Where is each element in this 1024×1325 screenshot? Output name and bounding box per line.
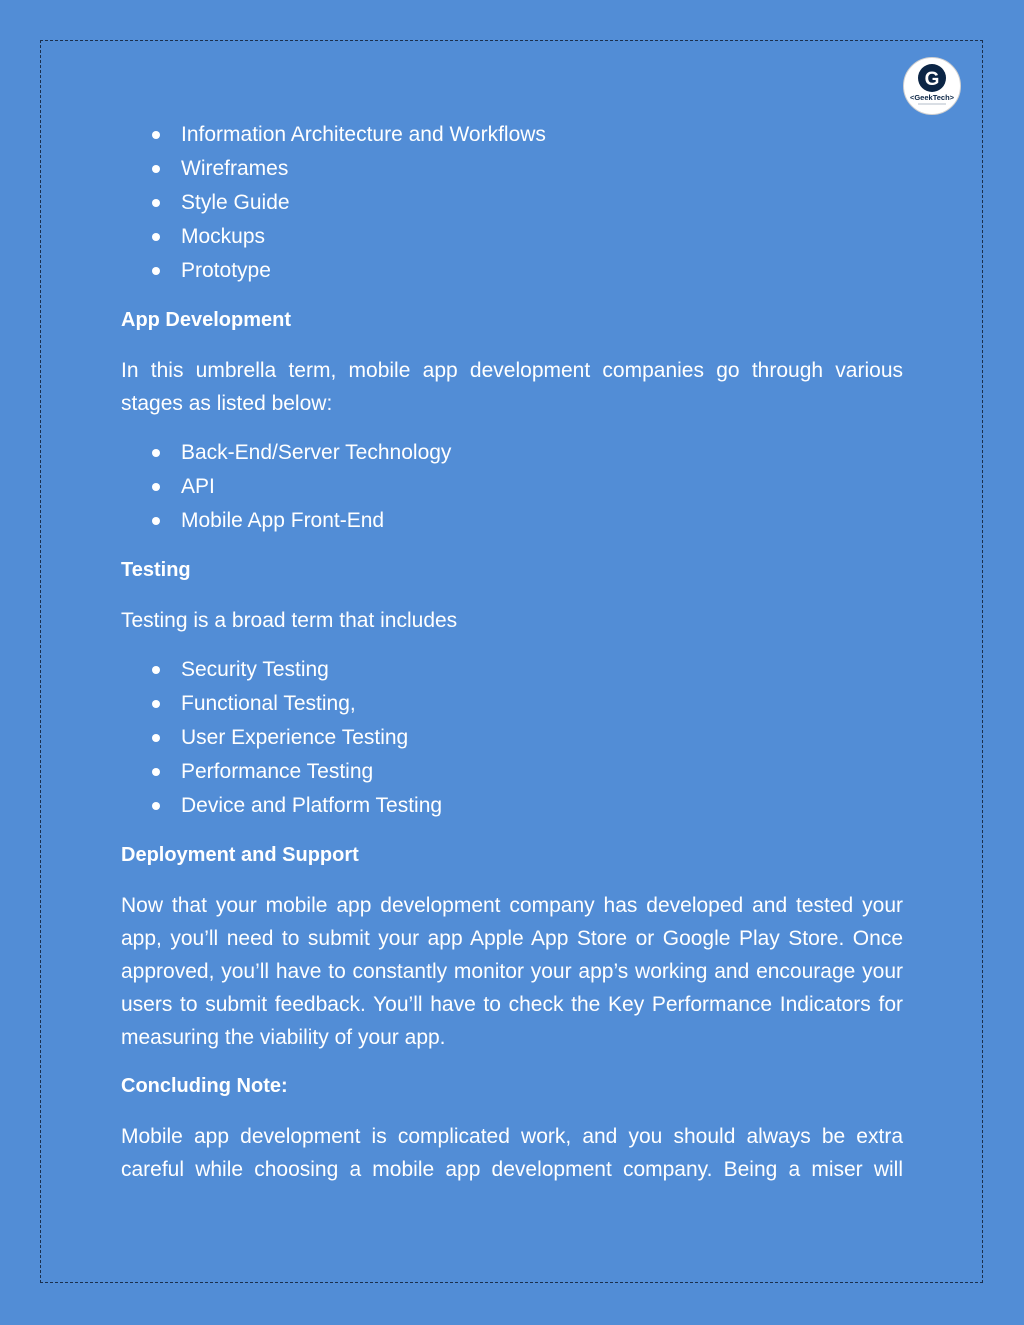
list-item: Back-End/Server Technology (181, 436, 903, 470)
geektech-logo-icon (903, 57, 961, 115)
testing-intro: Testing is a broad term that includes (121, 609, 458, 632)
list-item: Style Guide (181, 186, 903, 220)
testing-list (121, 653, 903, 823)
list-item: Functional Testing, (181, 687, 903, 721)
list-item: Prototype (181, 254, 903, 288)
document-content (121, 118, 903, 1186)
app-development-list (121, 436, 903, 538)
list-item: User Experience Testing (181, 721, 903, 755)
list-item: Device and Platform Testing (181, 789, 903, 823)
list-item: Performance Testing (181, 755, 903, 789)
list-item: Wireframes (181, 152, 903, 186)
design-list (121, 118, 903, 288)
app-development-heading: App Development (121, 309, 292, 331)
deployment-heading: Deployment and Support (121, 844, 359, 866)
list-item: Information Architecture and Workflows (181, 118, 903, 152)
list-item: API (181, 470, 903, 504)
list-item: Mobile App Front-End (181, 504, 903, 538)
app-development-intro: In this umbrella term, mobile app development companies go through various stages as listed below: (121, 359, 903, 415)
deployment-body: Now that your mobile app development company has developed and tested your app, you’ll need to submit your app Apple App Store or Google Play Store. Once approved, you’ll have to constantly monitor your app’s working and encourage your users to submit feedback. You’ll have to check the Key Performance Indicators for measuring the viability of your app. (121, 894, 903, 1049)
logo-letter: G (924, 69, 940, 90)
logo-wordmark: <GeekTech> (909, 93, 955, 102)
list-item: Mockups (181, 220, 903, 254)
concluding-heading: Concluding Note: (121, 1075, 288, 1097)
concluding-body: Mobile app development is complicated work, and you should always be extra careful while choosing a mobile app development company. Being a miser will (121, 1125, 903, 1181)
list-item: Security Testing (181, 653, 903, 687)
testing-heading: Testing (121, 559, 191, 581)
